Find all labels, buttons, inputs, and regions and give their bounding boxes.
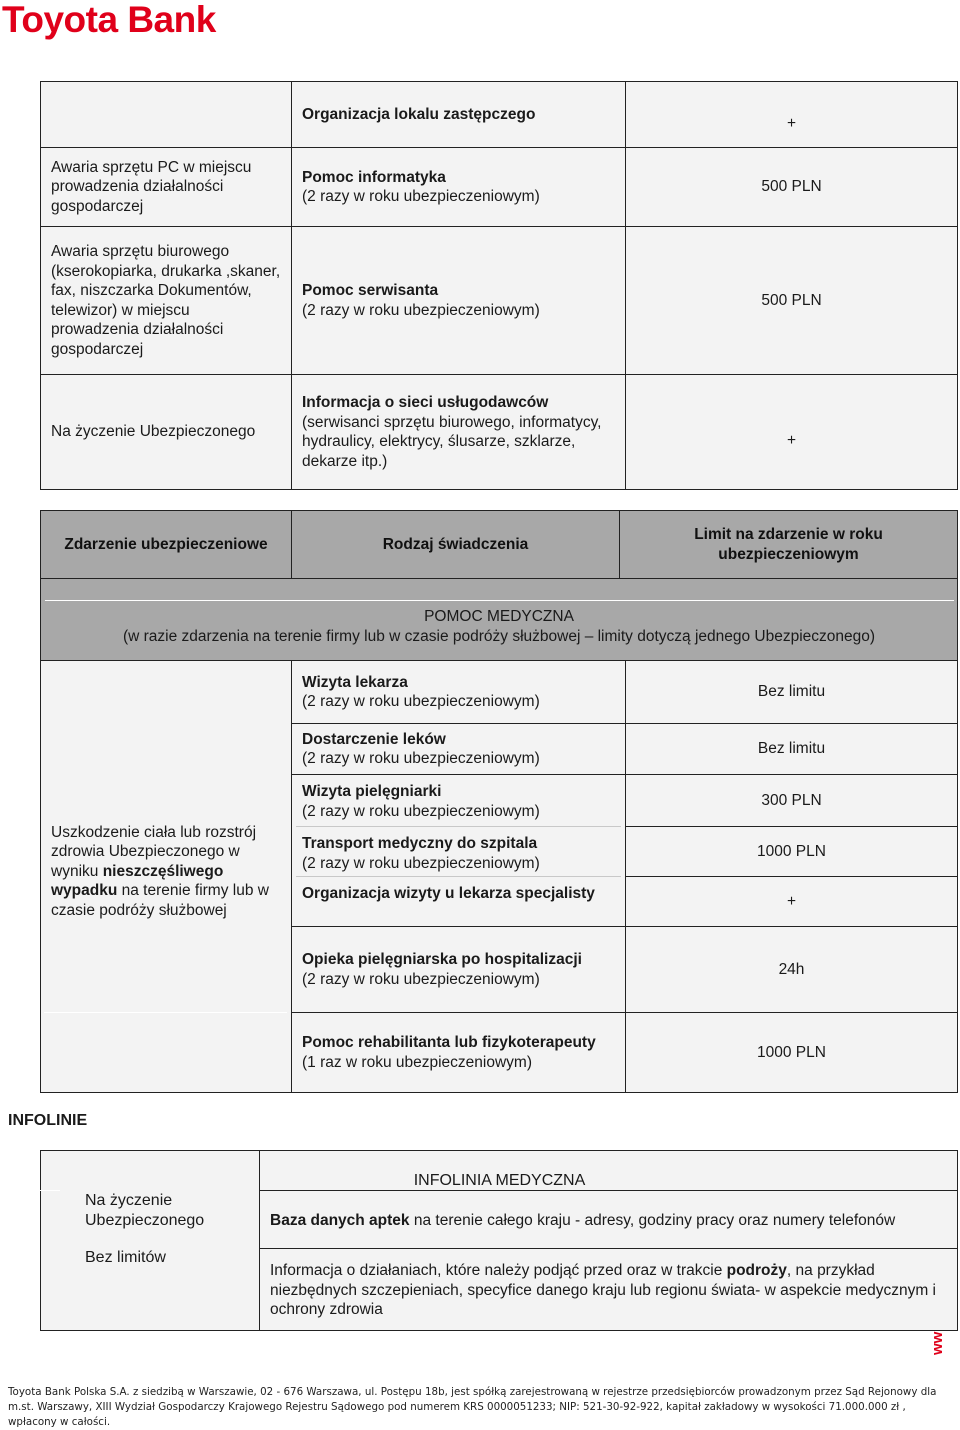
event-divider bbox=[44, 1012, 287, 1013]
table1-row3-service: Pomoc serwisanta (2 razy w roku ubezpieczeniowym) bbox=[291, 226, 625, 374]
side-www-text: ww bbox=[929, 1331, 946, 1355]
section-banner bbox=[40, 578, 958, 660]
table1-row4-event: Na życzenie Ubezpieczonego bbox=[40, 374, 291, 490]
limit-wizyta-lekarza: Bez limitu bbox=[625, 660, 958, 723]
limit-wizyta-specjalisty: + bbox=[625, 876, 958, 926]
limit-opieka-pielegniarska: 24h bbox=[625, 926, 958, 1012]
footer-legal-text: Toyota Bank Polska S.A. z siedzibą w Warszawie, 02 - 676 Warszawa, ul. Postępu 18b, jest spółką zarejestrowaną w rejestrze przedsiębiorców prowadzonym przez Sąd Rejonowy dla m.st. Warszawy, XIII Wydział Gospodarczy Krajowego Rejestru Sądowego pod numerem KRS 0000051233; NIP: 521-30-92-922, kapitał zakładowy w wysokości 71.000.000 zł , wpłacony w całości. bbox=[8, 1386, 937, 1428]
service-wizyta-specjalisty: Organizacja wizyty u lekarza specjalisty bbox=[302, 885, 595, 902]
service-rehabilitant: Pomoc rehabilitanta lub fizykoterapeuty (1 raz w roku ubezpieczeniowym) bbox=[291, 1012, 625, 1093]
service-wizyta-lekarza: Wizyta lekarza (2 razy w roku ubezpieczeniowym) bbox=[291, 660, 625, 723]
table1-row1-limit: + bbox=[625, 81, 958, 147]
divider bbox=[40, 1190, 60, 1191]
limit-rehabilitant: 1000 PLN bbox=[625, 1012, 958, 1093]
service-dostarczenie-lekow: Dostarczenie leków (2 razy w roku ubezpieczeniowym) bbox=[291, 723, 625, 774]
infolinia-medyczna-title: INFOLINIA MEDYCZNA bbox=[259, 1150, 958, 1190]
limit-wizyta-pielegniarki: 300 PLN bbox=[625, 774, 958, 826]
banner-divider bbox=[45, 600, 954, 601]
infolinie-left-cell bbox=[40, 1150, 259, 1331]
table1-row2-service: Pomoc informatyka (2 razy w roku ubezpieczeniowym) bbox=[291, 147, 625, 226]
header-event: Zdarzenie ubezpieczeniowe bbox=[40, 510, 291, 578]
infolinie-heading: INFOLINIE bbox=[8, 1112, 88, 1129]
table1-row4-service: Informacja o sieci usługodawców (serwisanci sprzętu biurowego, informatycy, hydraulicy, elektrycy, ślusarze, szklarze, dekarze itp.) bbox=[291, 374, 625, 490]
service-transport-medyczny: Transport medyczny do szpitala (2 razy w roku ubezpieczeniowym) bbox=[302, 835, 540, 872]
section-title: POMOC MEDYCZNA bbox=[424, 608, 574, 625]
infolinia-pharmacy-row: Baza danych aptek na terenie całego kraju - adresy, godziny pracy oraz numery telefonów bbox=[259, 1190, 958, 1248]
table1-row1-service: Organizacja lokalu zastępczego bbox=[291, 81, 625, 147]
toyota-bank-logo: Toyota Bank bbox=[2, 0, 216, 40]
divider bbox=[296, 826, 621, 827]
infolinie-on-request: Na życzenie Ubezpieczonego bbox=[85, 1192, 205, 1229]
table2-event: Uszkodzenie ciała lub rozstrój zdrowia Ubezpieczonego w wyniku nieszczęśliwego wypadku na terenie firmy lub w czasie podróży służbowej bbox=[40, 660, 291, 1093]
header-service: Rodzaj świadczenia bbox=[291, 510, 619, 578]
header-limit: Limit na zdarzenie w roku ubezpieczeniowym bbox=[619, 510, 958, 578]
table1-row3-limit: 500 PLN bbox=[625, 226, 958, 374]
infolinia-travel-row: Informacja o działaniach, które należy podjąć przed oraz w trakcie podroży, na przykład niezbędnych szczepieniach, specyfice danego kraju lub regionu świata- w aspekcie medycznym i ochrony zdrowia bbox=[259, 1248, 958, 1331]
table1-row1-event bbox=[40, 81, 291, 147]
divider bbox=[296, 876, 621, 877]
section-note: (w razie zdarzenia na terenie firmy lub w czasie podróży służbowej – limity dotyczą jednego Ubezpieczonego) bbox=[122, 627, 876, 645]
table1-row4-limit: + bbox=[625, 374, 958, 490]
service-opieka-pielegniarska: Opieka pielęgniarska po hospitalizacji (2 razy w roku ubezpieczeniowym) bbox=[291, 926, 625, 1012]
limit-transport-medyczny: 1000 PLN bbox=[625, 826, 958, 876]
table1-row2-event: Awaria sprzętu PC w miejscu prowadzenia działalności gospodarczej bbox=[40, 147, 291, 226]
infolinie-no-limit: Bez limitów bbox=[85, 1249, 166, 1266]
service-group bbox=[291, 774, 625, 926]
service-wizyta-pielegniarki: Wizyta pielęgniarki (2 razy w roku ubezpieczeniowym) bbox=[302, 783, 540, 820]
table1-row3-event: Awaria sprzętu biurowego (kserokopiarka, drukarka ,skaner, fax, niszczarka Dokumentów, telewizor) w miejscu prowadzenia działalności gospodarczej bbox=[40, 226, 291, 374]
limit-dostarczenie-lekow: Bez limitu bbox=[625, 723, 958, 774]
table1-row2-limit: 500 PLN bbox=[625, 147, 958, 226]
